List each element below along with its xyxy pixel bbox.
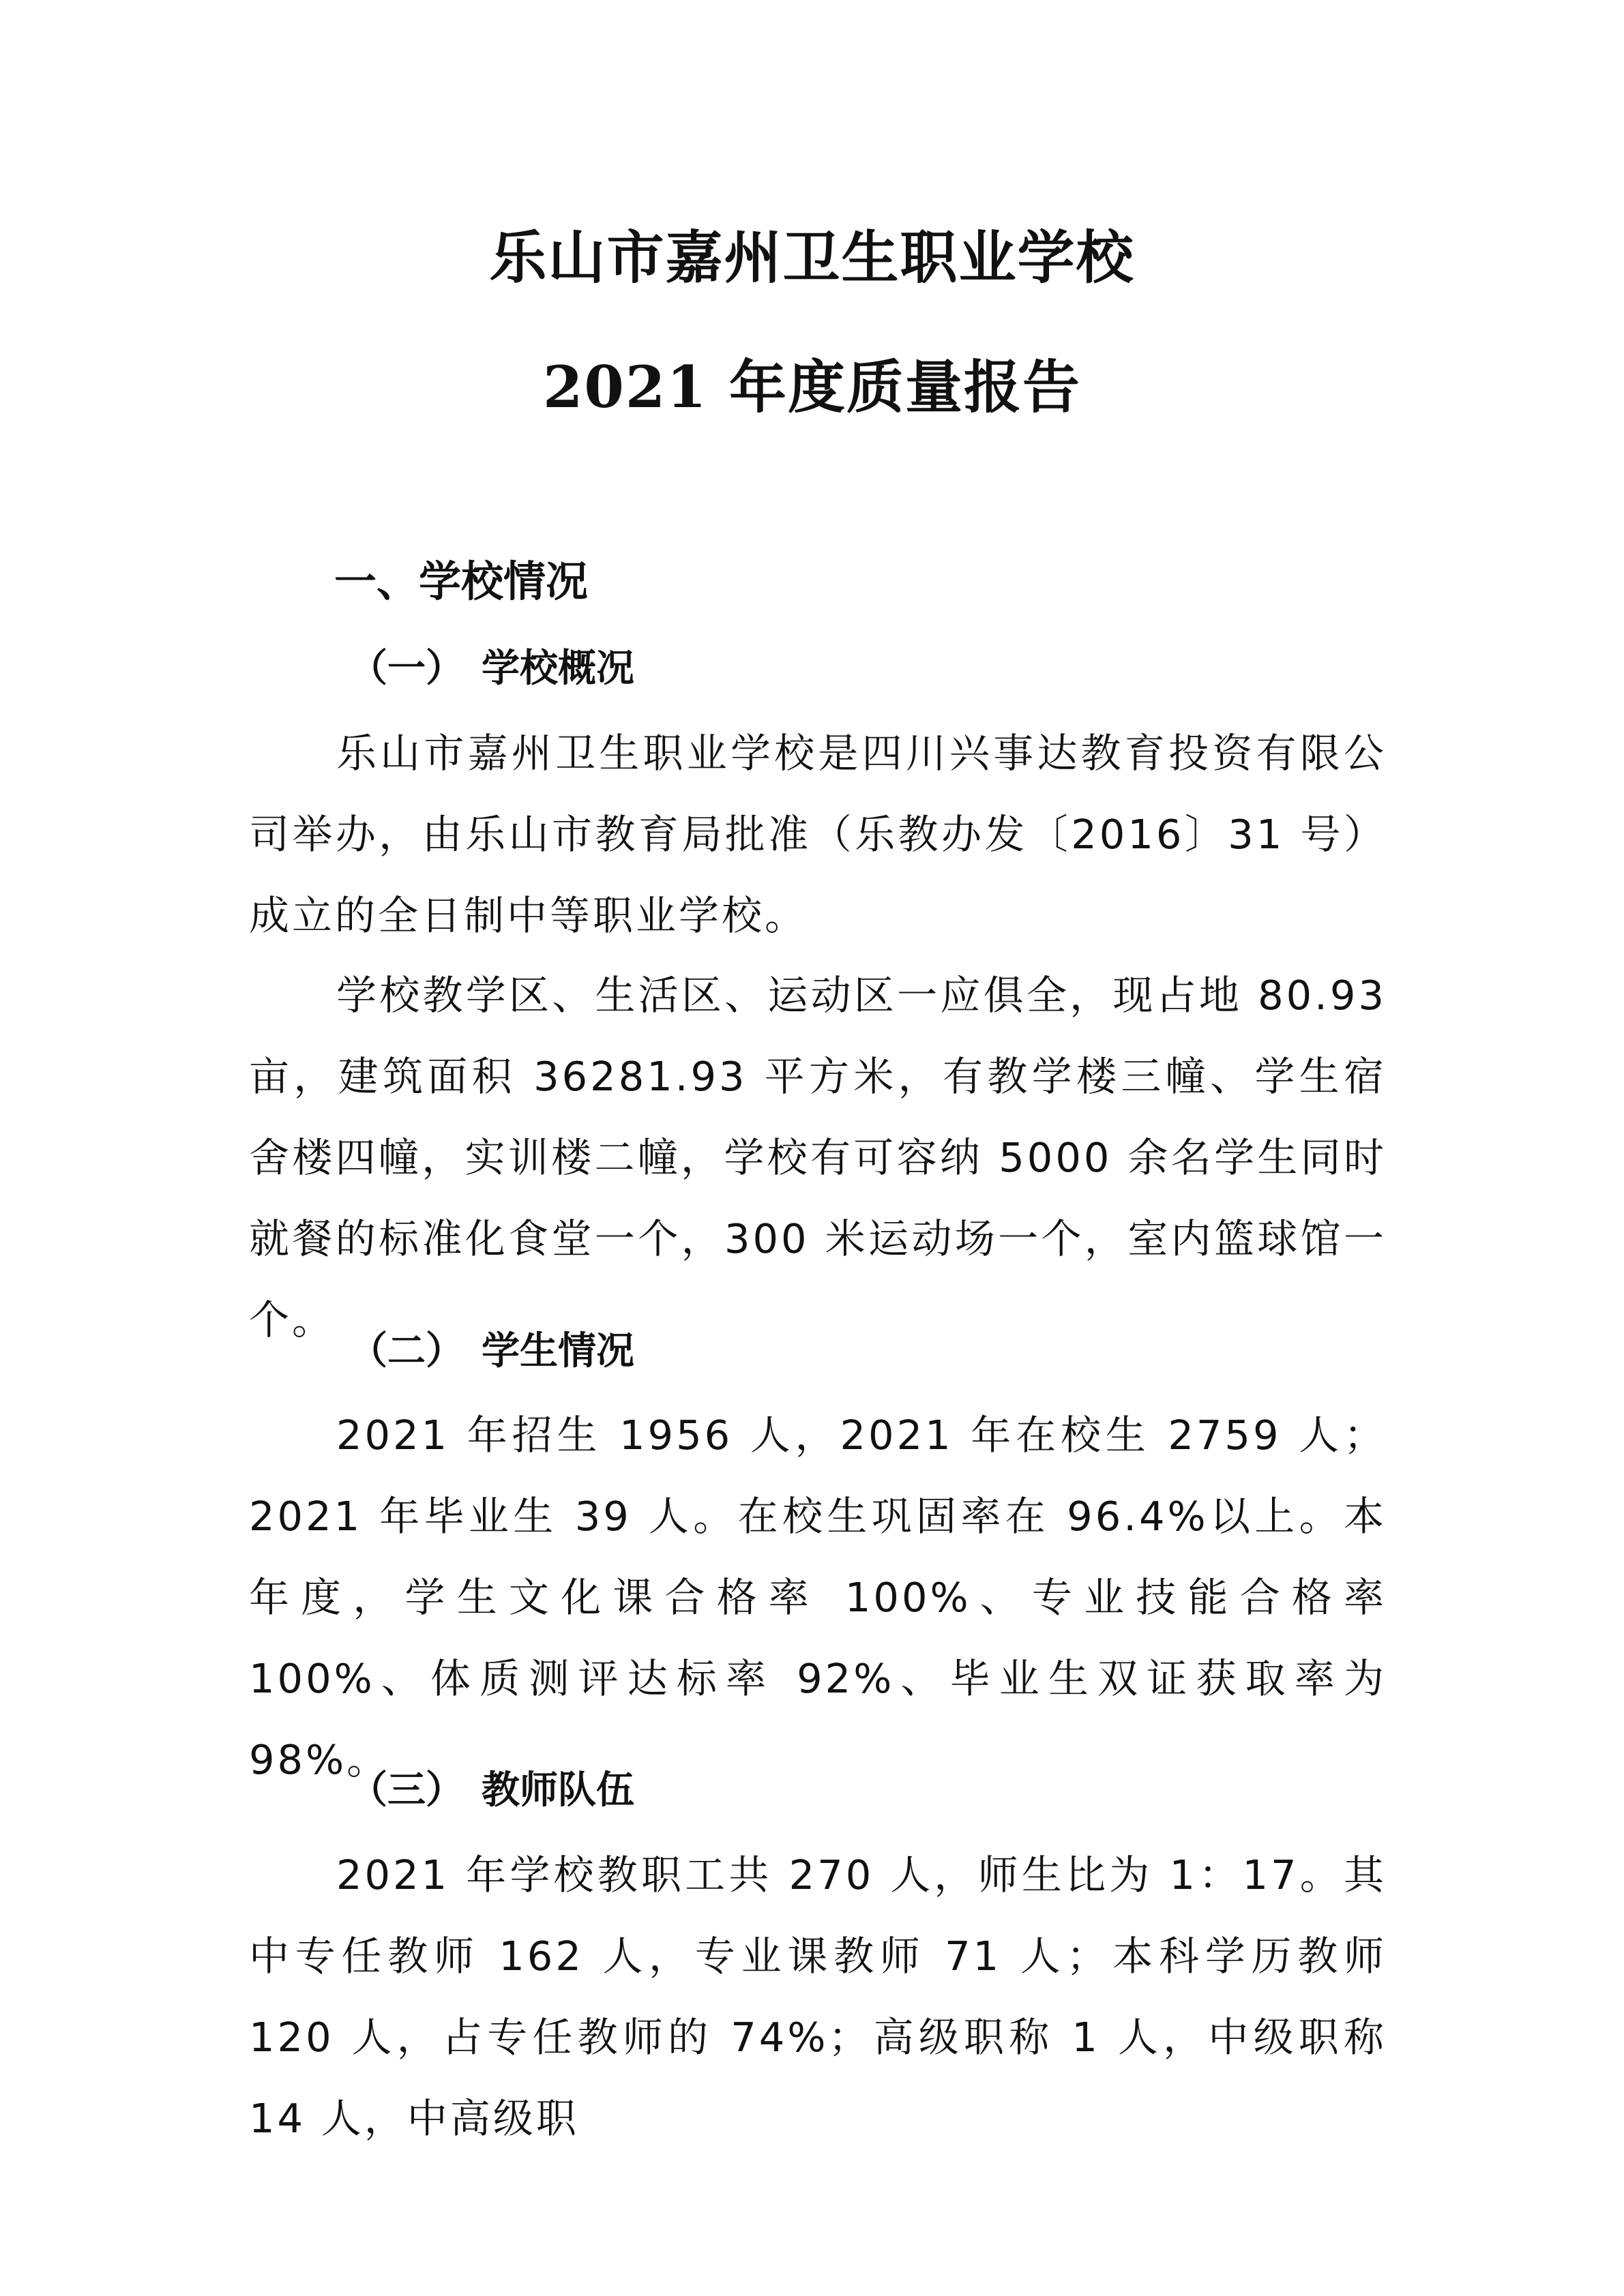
- document-title: 乐山市嘉州卫生职业学校: [489, 224, 1135, 291]
- subsection-heading-overview: [349, 638, 634, 699]
- subsection-number: （二）: [349, 1328, 464, 1373]
- subsection-number: （一）: [349, 646, 464, 691]
- document-subtitle: 2021 年度质量报告: [542, 353, 1082, 421]
- section-heading: 一、学校情况: [334, 556, 589, 606]
- subsection-heading-teachers: [349, 1759, 634, 1821]
- subsection-number: （三）: [349, 1768, 464, 1813]
- paragraph: 乐山市嘉州卫生职业学校是四川兴事达教育投资有限公司举办，由乐山市教育局批准（乐教办发〔2016〕31 号）成立的全日制中等职业学校。: [249, 730, 1387, 939]
- subsection-title: 教师队伍: [482, 1768, 634, 1813]
- paragraph: 2021 年学校教职工共 270 人，师生比为 1：17。其中专任教师 162 人，专业课教师 71 人；本科学历教师 120 人，占专任教师的 74%；高级职称 1 人，中级职称 14 人，中高级职: [249, 1851, 1387, 2142]
- paragraph: 2021 年招生 1956 人，2021 年在校生 2759 人；2021 年毕业生 39 人。在校生巩固率在 96.4%以上。本年度，学生文化课合格率 100%、专业技能合格率 100%、体质测评达标率 92%、毕业生双证获取率为 98%。: [249, 1412, 1387, 1783]
- subsection-title: 学生情况: [482, 1328, 634, 1373]
- subsection-heading-students: [349, 1320, 634, 1382]
- subsection-title: 学校概况: [482, 646, 634, 691]
- paragraph: 学校教学区、生活区、运动区一应俱全，现占地 80.93 亩，建筑面积 36281.93 平方米，有教学楼三幢、学生宿舍楼四幢，实训楼二幢，学校有可容纳 5000 余名学生同时就餐的标准化食堂一个，300 米运动场一个，室内篮球馆一个。: [249, 972, 1387, 1343]
